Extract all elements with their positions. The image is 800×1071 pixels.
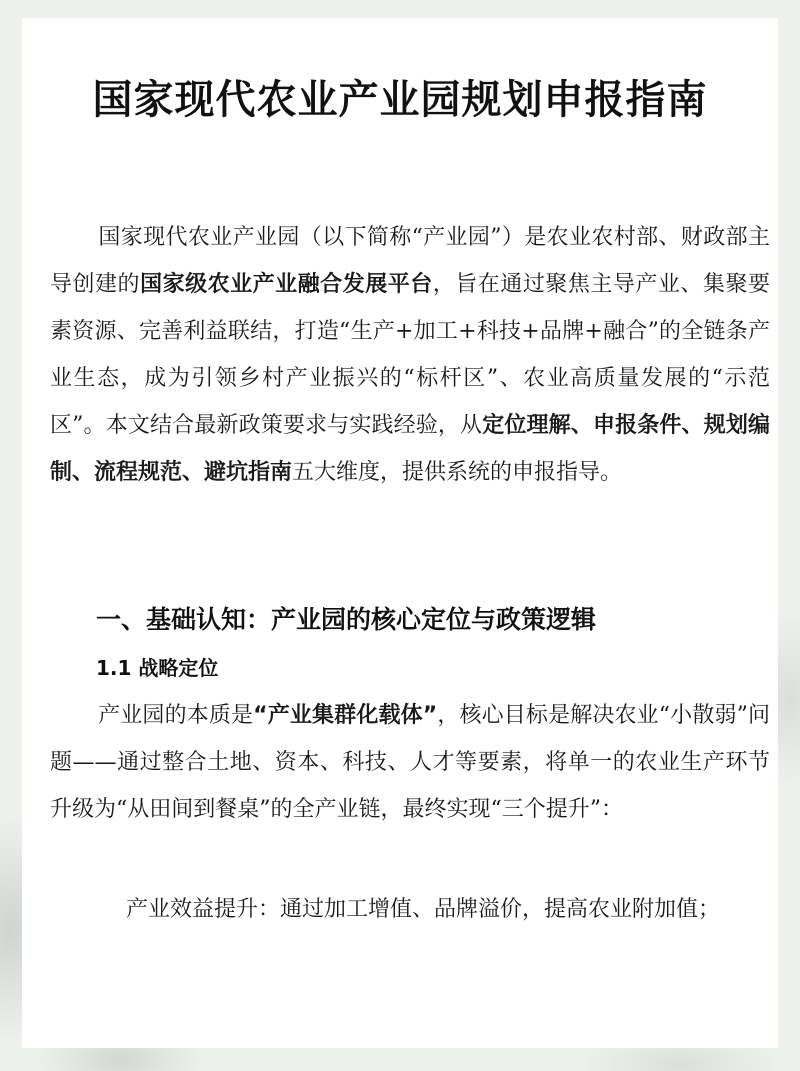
bullet-item: 产业效益提升：通过加工增值、品牌溢价，提高农业附加值；: [126, 897, 721, 922]
body-paragraph: [50, 692, 770, 833]
intro-bold-1: 国家级农业产业融合发展平台: [140, 272, 433, 297]
document-title: 国家现代农业产业园规划申报指南: [92, 77, 708, 123]
body-text-1: 产业园的本质是: [98, 703, 254, 728]
document-page: [22, 18, 778, 1048]
intro-bold-2: 定位理解、申报条件、规划编制、流程规范、避坑指南: [50, 413, 770, 485]
intro-text-1: 国家现代农业产业园（以下简称“产业园”）是农业农村部、财政部主导创建的: [50, 225, 770, 297]
intro-paragraph: [50, 214, 770, 496]
intro-text-3: 五大维度，提供系统的申报指导。: [292, 460, 623, 485]
section-heading: 一、基础认知：产业园的核心定位与政策逻辑: [96, 605, 597, 634]
body-text-2: ，核心目标是解决农业“小散弱”问题——通过整合土地、资本、科技、人才等要素，将单一的农业生产环节升级为“从田间到餐桌”的全产业链，最终实现“三个提升”：: [50, 703, 770, 822]
intro-text-2: ，旨在通过聚焦主导产业、集聚要素资源、完善利益联结，打造“生产+加工+科技+品牌+融合”的全链条产业生态，成为引领乡村产业振兴的“标杆区”、农业高质量发展的“示范区”。本文结合最新政策要求与实践经验，从: [50, 272, 770, 438]
body-bold-1: “产业集群化载体”: [253, 703, 438, 728]
sub-heading: 1.1 战略定位: [96, 656, 219, 680]
